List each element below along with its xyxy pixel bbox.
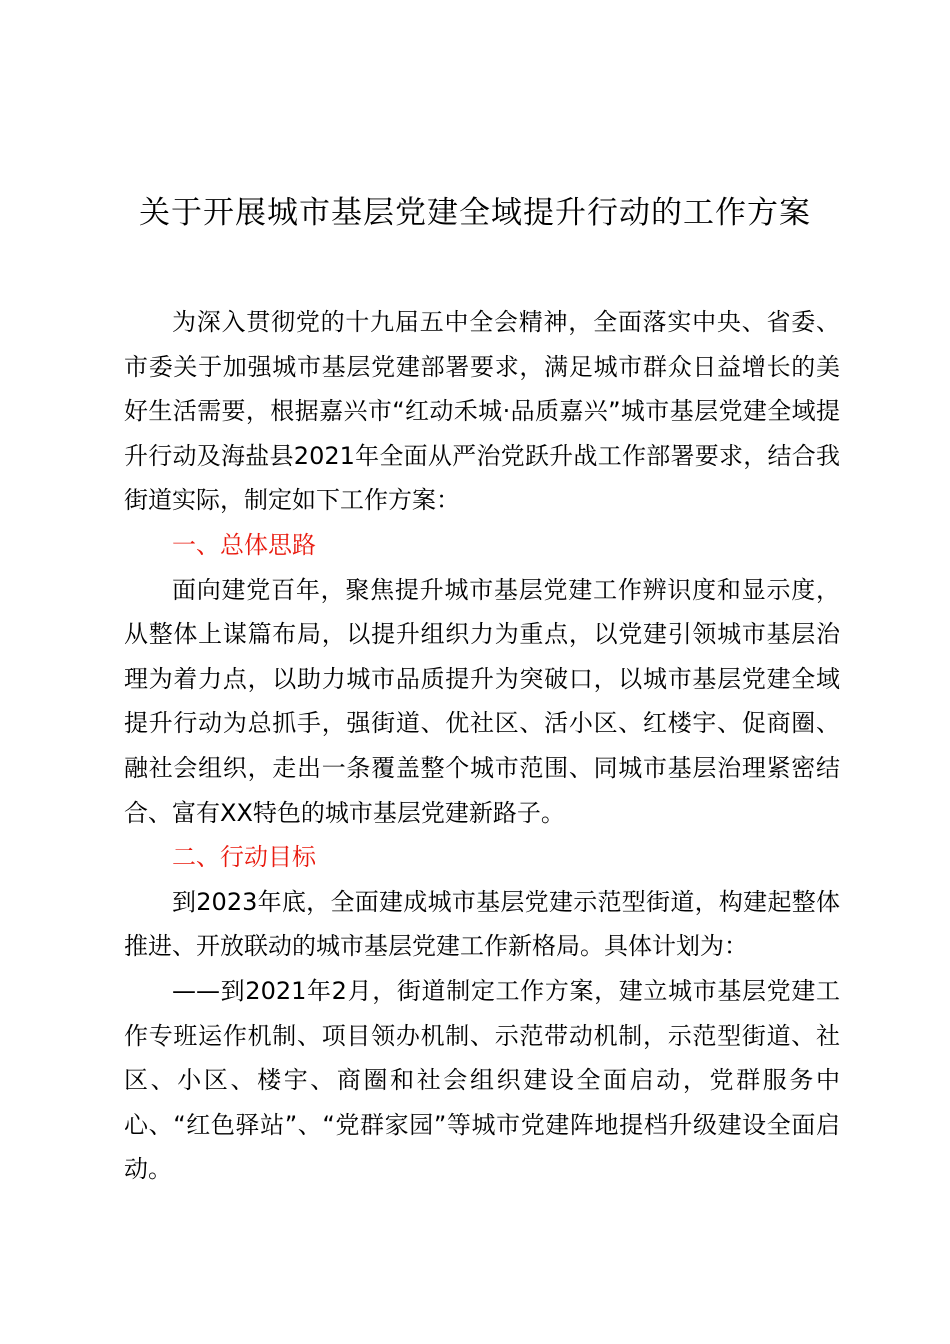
section-heading-action-goals: 二、行动目标 — [172, 843, 316, 872]
section-heading-overall-approach: 一、总体思路 — [172, 530, 316, 559]
document-title: 关于开展城市基层党建全域提升行动的工作方案 — [139, 195, 811, 231]
intro-paragraph: 为深入贯彻党的十九届五中全会精神，全面落实中央、省委、市委关于加强城市基层党建部署要求，满足城市群众日益增长的美好生活需要，根据嘉兴市“红动禾城·品质嘉兴”城市基层党建全域提升行动及海盐县2021年全面从严治党跃升战工作部署要求，结合我街道实际，制定如下工作方案： — [124, 308, 840, 515]
document-body — [124, 300, 840, 1192]
overall-approach-paragraph: 面向建党百年，聚焦提升城市基层党建工作辨识度和显示度，从整体上谋篇布局，以提升组织力为重点，以党建引领城市基层治理为着力点，以助力城市品质提升为突破口，以城市基层党建全域提升行动为总抓手，强街道、优社区、活小区、红楼宇、促商圈、融社会组织，走出一条覆盖整个城市范围、同城市基层治理紧密结合、富有XX特色的城市基层党建新路子。 — [124, 575, 840, 827]
action-goals-paragraph: 到2023年底，全面建成城市基层党建示范型街道，构建起整体推进、开放联动的城市基层党建工作新格局。具体计划为： — [124, 887, 840, 961]
plan-item-paragraph: ——到2021年2月，街道制定工作方案，建立城市基层党建工作专班运作机制、项目领办机制、示范带动机制，示范型街道、社区、小区、楼宇、商圈和社会组织建设全面启动，党群服务中心、“红色驿站”、“党群家园”等城市党建阵地提档升级建设全面启动。 — [124, 976, 840, 1184]
